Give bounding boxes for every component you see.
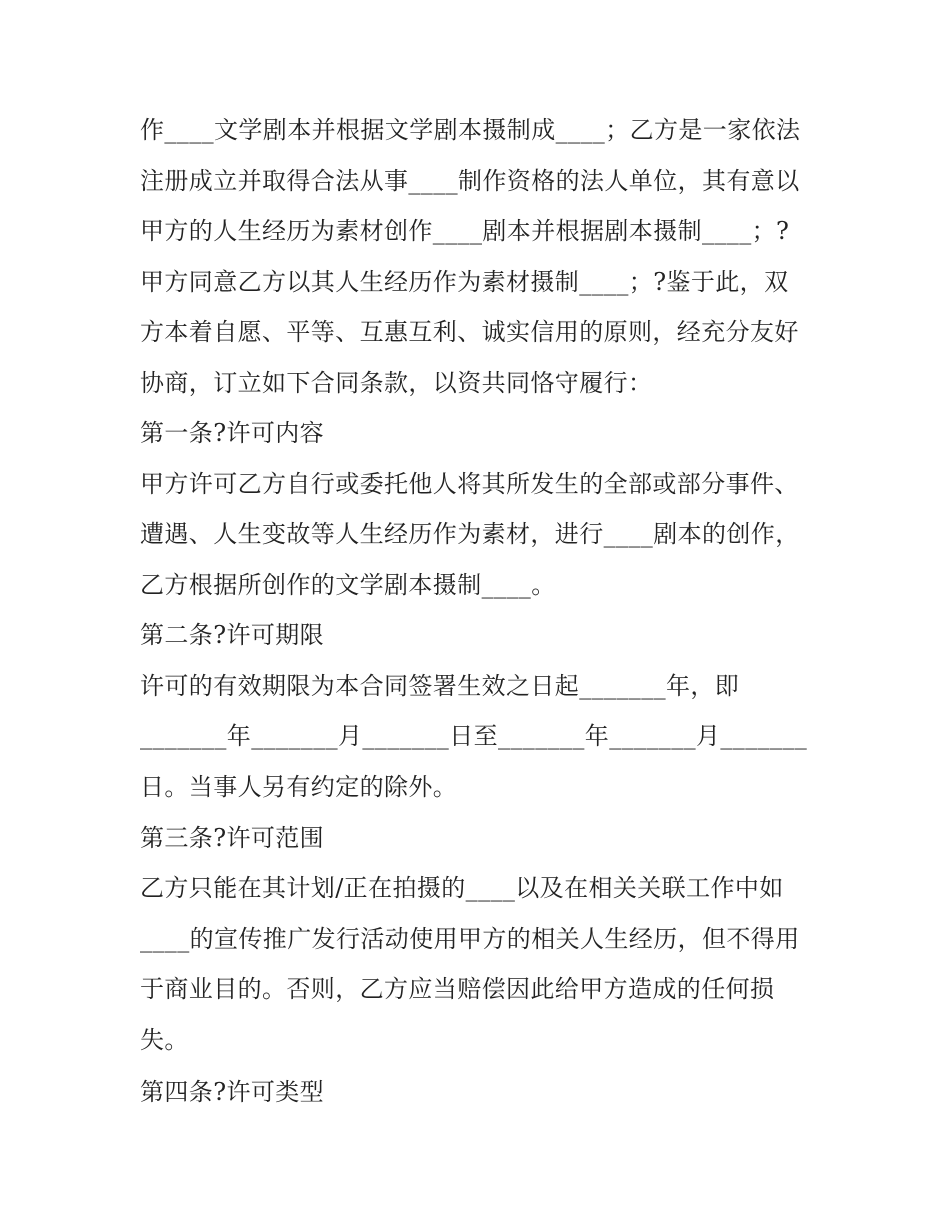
paragraph-line: 乙方根据所创作的文学剧本摄制____。 [140, 571, 556, 599]
paragraph-line: _______年_______月_______日至_______年_______月_______ [140, 722, 808, 750]
paragraph-line: 甲方同意乙方以其人生经历作为素材摄制____；?鉴于此，双 [140, 268, 789, 296]
paragraph-line: 作____文学剧本并根据文学剧本摄制成____；乙方是一家依法 [140, 116, 801, 144]
section-heading: 第四条?许可类型 [140, 1078, 325, 1106]
paragraph-line: 许可的有效期限为本合同签署生效之日起_______年，即 [140, 672, 740, 700]
paragraph-line: 甲方许可乙方自行或委托他人将其所发生的全部或部分事件、 [140, 470, 799, 498]
paragraph-line: 于商业目的。否则，乙方应当赔偿因此给甲方造成的任何损 [140, 975, 775, 1003]
paragraph-line: 日。当事人另有约定的除外。 [140, 773, 458, 801]
paragraph-line: 协商，订立如下合同条款，以资共同恪守履行： [140, 369, 653, 397]
paragraph-line: 注册成立并取得合法从事____制作资格的法人单位，其有意以 [140, 167, 800, 195]
section-heading: 第三条?许可范围 [140, 824, 325, 852]
paragraph-line: 方本着自愿、平等、互惠互利、诚实信用的原则，经充分友好 [140, 318, 799, 346]
section-heading: 第二条?许可期限 [140, 621, 325, 649]
paragraph-line: ____的宣传推广发行活动使用甲方的相关人生经历，但不得用 [140, 925, 800, 953]
paragraph-line: 乙方只能在其计划/正在拍摄的____以及在相关关联工作中如 [140, 874, 784, 902]
section-heading: 第一条?许可内容 [140, 419, 325, 447]
paragraph-line: 甲方的人生经历为素材创作____剧本并根据剧本摄制____；? [140, 217, 790, 245]
paragraph-line: 遭遇、人生变故等人生经历作为素材，进行____剧本的创作， [140, 520, 800, 548]
paragraph-line: 失。 [140, 1026, 189, 1054]
